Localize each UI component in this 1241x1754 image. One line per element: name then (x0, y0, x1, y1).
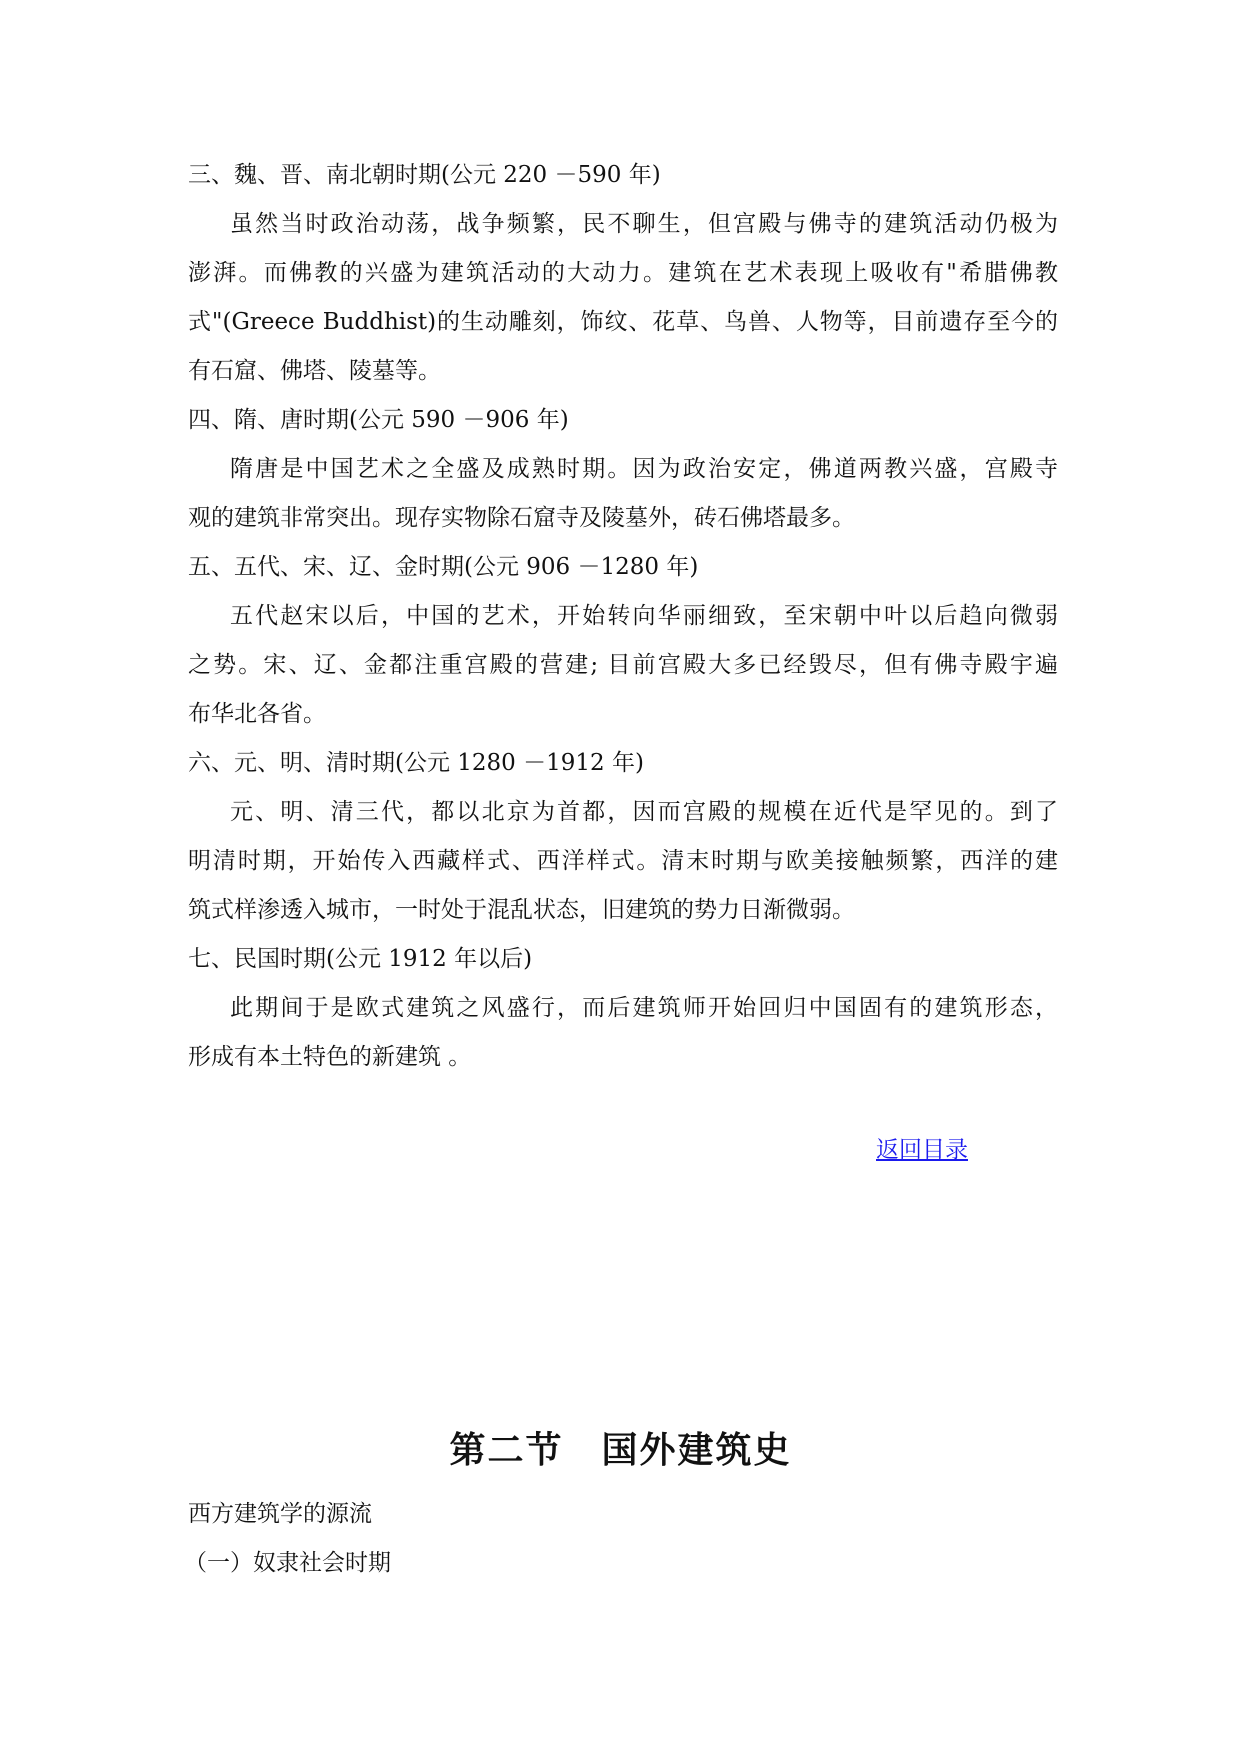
paragraph-line: 形成有本土特色的新建筑 。 (188, 1044, 472, 1070)
paragraph-line: 明清时期，开始传入西藏样式、西洋样式。清末时期与欧美接触频繁，西洋的建 (188, 848, 1058, 874)
paragraph-line: 布华北各省。 (188, 701, 326, 727)
back-to-contents-link[interactable]: 返回目录 (876, 1137, 968, 1163)
heading-yuan-ming-qing: 六、元、明、清时期(公元 1280 －1912 年) (188, 750, 644, 776)
paragraph-line: 观的建筑非常突出。现存实物除石窟寺及陵墓外，砖石佛塔最多。 (188, 505, 855, 531)
paragraph-line: 此期间于是欧式建筑之风盛行，而后建筑师开始回归中国固有的建筑形态， (230, 995, 1058, 1021)
subsection-heading: （一）奴隶社会时期 (184, 1550, 391, 1576)
section-title: 第二节 国外建筑史 (449, 1430, 792, 1471)
paragraph-line: 澎湃。而佛教的兴盛为建筑活动的大动力。建筑在艺术表现上吸收有"希腊佛教 (188, 260, 1058, 286)
paragraph-line: 之势。宋、辽、金都注重宫殿的营建; 目前宫殿大多已经毁尽，但有佛寺殿宇遍 (188, 652, 1058, 678)
paragraph-line: 隋唐是中国艺术之全盛及成熟时期。因为政治安定，佛道两教兴盛，宫殿寺 (230, 456, 1058, 482)
paragraph-line: 筑式样渗透入城市，一时处于混乱状态，旧建筑的势力日渐微弱。 (188, 897, 855, 923)
heading-sui-tang: 四、隋、唐时期(公元 590 －906 年) (188, 407, 569, 433)
heading-minguo: 七、民国时期(公元 1912 年以后) (188, 946, 533, 972)
paragraph-line: 五代赵宋以后，中国的艺术，开始转向华丽细致，至宋朝中叶以后趋向微弱 (230, 603, 1058, 629)
heading-song-liao-jin: 五、五代、宋、辽、金时期(公元 906 －1280 年) (188, 554, 699, 580)
subheading: 西方建筑学的源流 (188, 1501, 372, 1527)
paragraph-line: 式"(Greece Buddhist)的生动雕刻，饰纹、花草、鸟兽、人物等，目前遗存至今的 (188, 309, 1058, 335)
paragraph-line: 有石窟、佛塔、陵墓等。 (188, 358, 441, 384)
paragraph-line: 虽然当时政治动荡，战争频繁，民不聊生，但宫殿与佛寺的建筑活动仍极为 (230, 211, 1058, 237)
paragraph-line: 元、明、清三代，都以北京为首都，因而宫殿的规模在近代是罕见的。到了 (230, 799, 1058, 825)
heading-wei-jin: 三、魏、晋、南北朝时期(公元 220 －590 年) (188, 162, 661, 188)
